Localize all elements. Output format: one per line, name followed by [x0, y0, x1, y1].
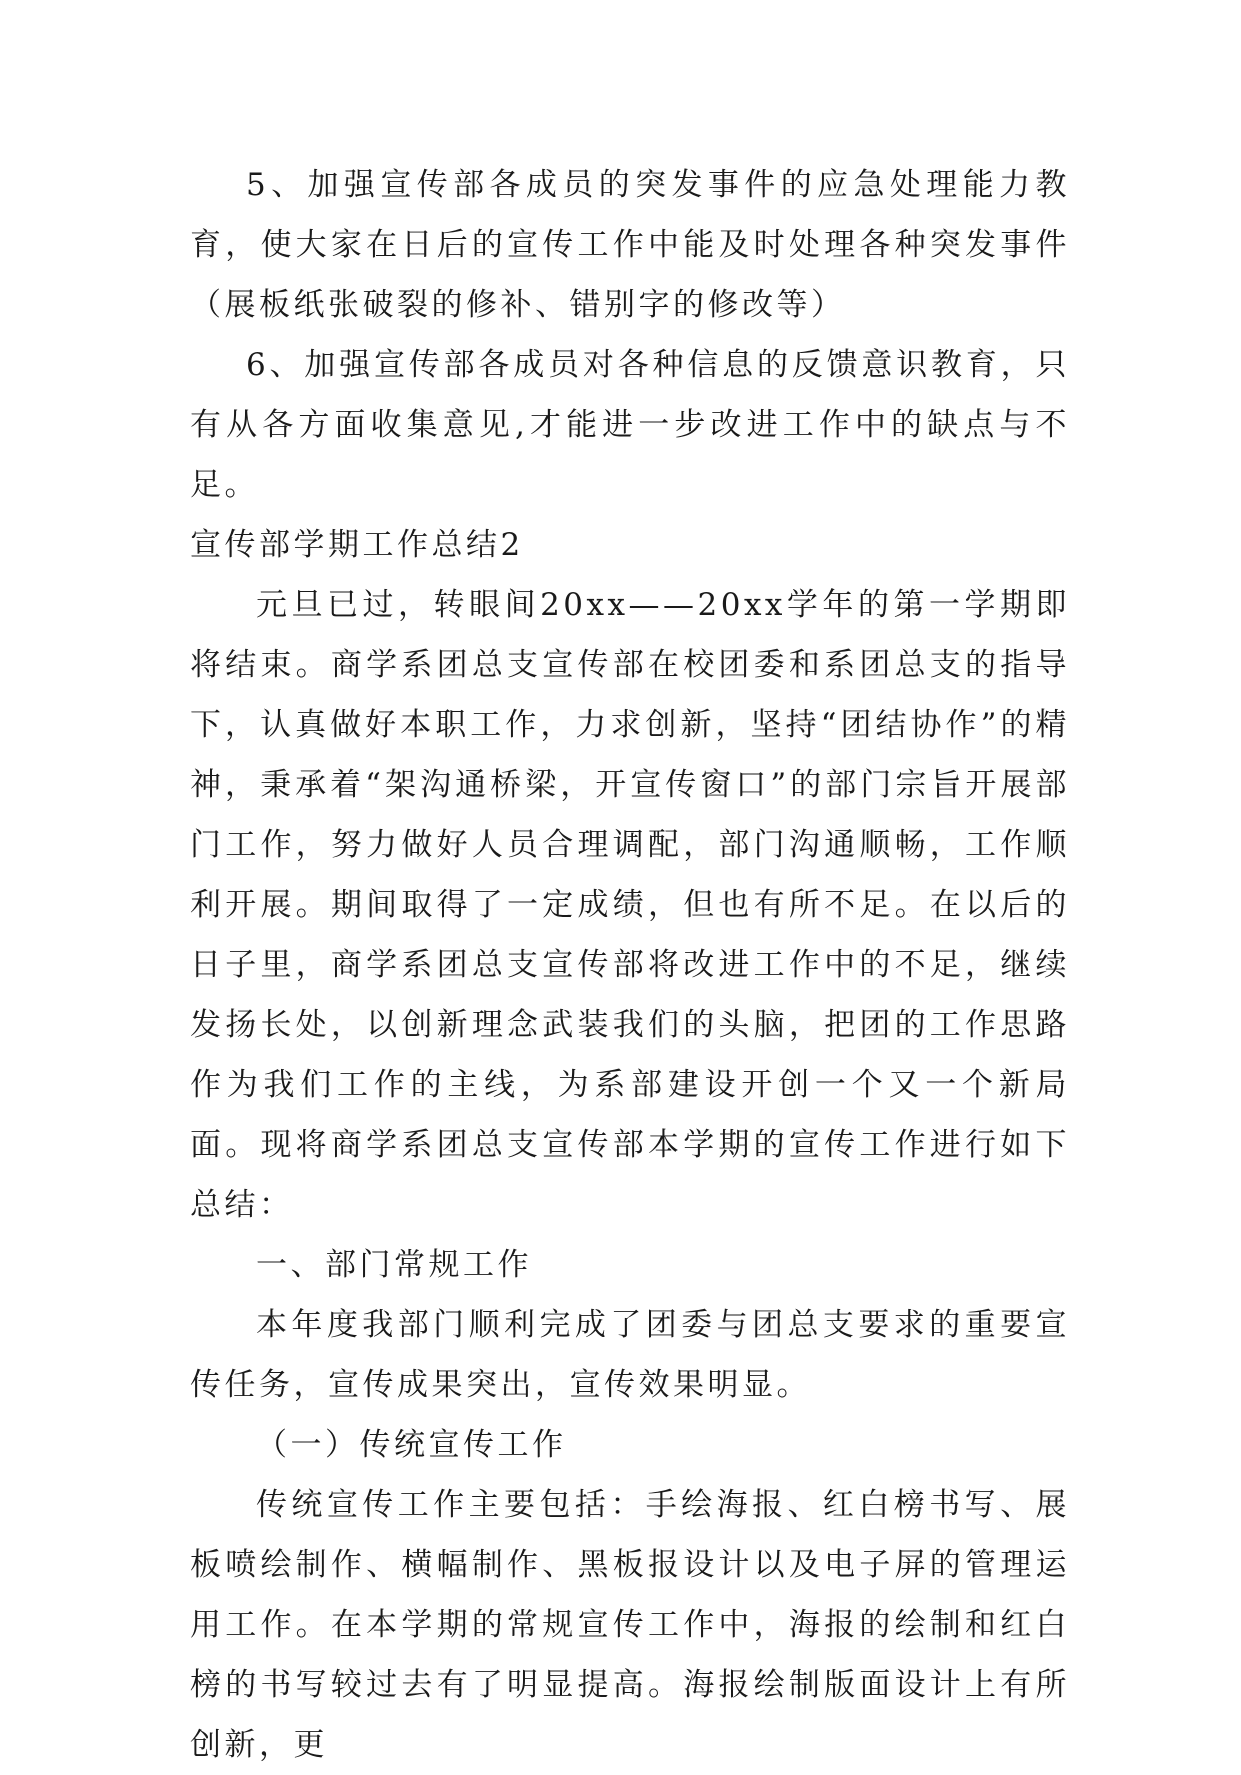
paragraph-annual-summary: 本年度我部门顺利完成了团委与团总支要求的重要宣传任务，宣传成果突出，宣传效果明显。: [190, 1307, 1070, 1403]
paragraph-item-6: 6、加强宣传部各成员对各种信息的反馈意识教育，只有从各方面收集意见,才能进一步改进工作中的缺点与不足。: [190, 347, 1070, 503]
paragraph-traditional-work: 传统宣传工作主要包括：手绘海报、红白榜书写、展板喷绘制作、横幅制作、黑板报设计以及电子屏的管理运用工作。在本学期的常规宣传工作中，海报的绘制和红白榜的书写较过去有了明显提高。海报绘制版面设计上有所创新，更: [190, 1487, 1070, 1763]
document-body: [190, 155, 1070, 1775]
subheading-traditional-publicity: （一）传统宣传工作: [256, 1427, 567, 1463]
paragraph-item-5: 5、加强宣传部各成员的突发事件的应急处理能力教育，使大家在日后的宣传工作中能及时处理各种突发事件（展板纸张破裂的修补、错别字的修改等）: [190, 167, 1070, 323]
section-heading: 宣传部学期工作总结2: [190, 527, 524, 563]
paragraph-intro: 元旦已过，转眼间20xx——20xx学年的第一学期即将结束。商学系团总支宣传部在校团委和系团总支的指导下，认真做好本职工作，力求创新，坚持“团结协作”的精神，秉承着“架沟通桥梁，开宣传窗口”的部门宗旨开展部门工作，努力做好人员合理调配，部门沟通顺畅，工作顺利开展。期间取得了一定成绩，但也有所不足。在以后的日子里，商学系团总支宣传部将改进工作中的不足，继续发扬长处，以创新理念武装我们的头脑，把团的工作思路作为我们工作的主线，为系部建设开创一个又一个新局面。现将商学系团总支宣传部本学期的宣传工作进行如下总结：: [190, 587, 1070, 1223]
subheading-routine-work: 一、部门常规工作: [256, 1247, 532, 1283]
